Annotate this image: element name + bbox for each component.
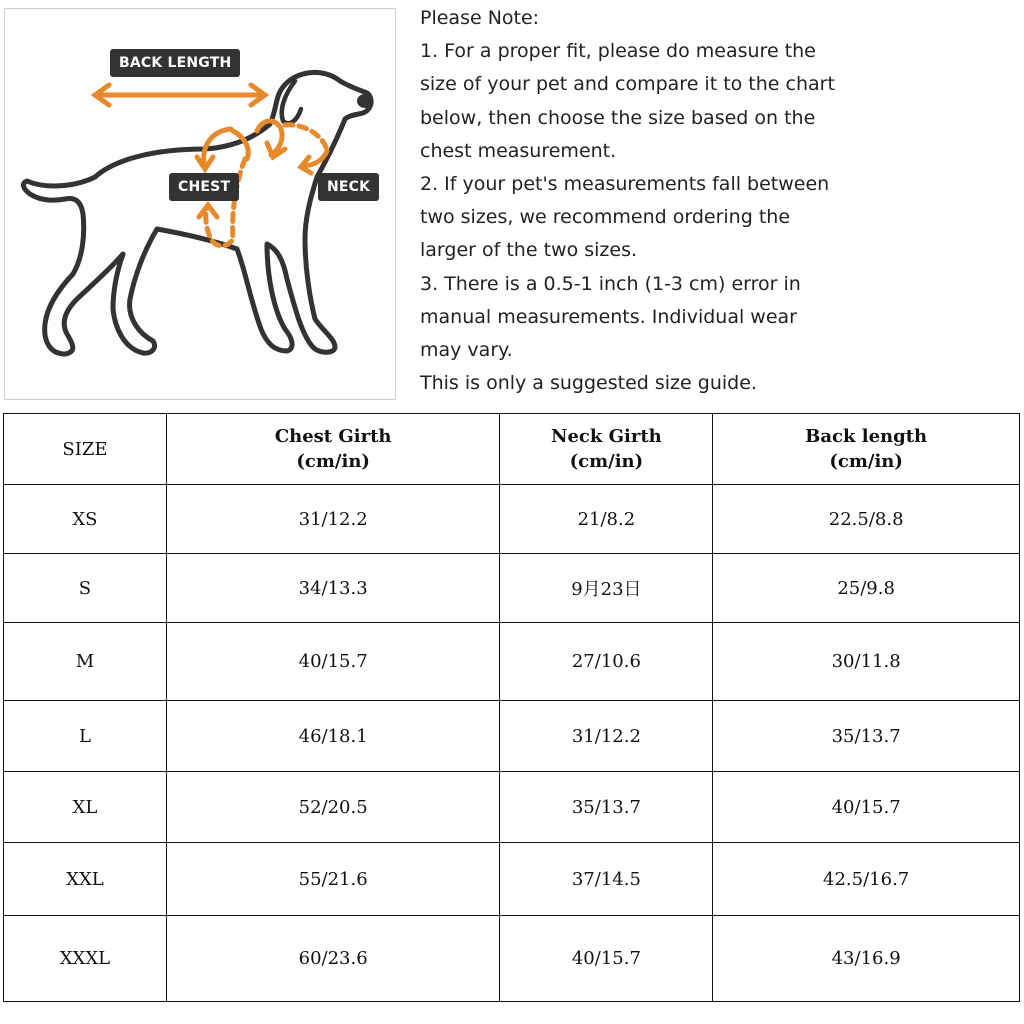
cell-size: L xyxy=(4,701,167,772)
table-row xyxy=(4,554,1020,623)
cell-size: XXXL xyxy=(4,916,167,1002)
table-row xyxy=(4,772,1020,843)
cell-neck: 27/10.6 xyxy=(500,623,713,701)
cell-size: S xyxy=(4,554,167,623)
notes-line: size of your pet and compare it to the chart xyxy=(420,73,835,96)
cell-chest: 34/13.3 xyxy=(166,554,500,623)
neck-label: NECK xyxy=(318,173,379,201)
cell-back: 42.5/16.7 xyxy=(713,843,1020,916)
notes-line: manual measurements. Individual wear xyxy=(420,305,797,328)
table-row xyxy=(4,485,1020,554)
header-size: SIZE xyxy=(4,414,167,485)
notes-heading: Please Note: xyxy=(420,7,540,29)
cell-neck: 21/8.2 xyxy=(500,485,713,554)
header-back-length: Back length (cm/in) xyxy=(713,414,1020,485)
size-notes xyxy=(420,2,1020,400)
back-length-label: BACK LENGTH xyxy=(110,49,240,77)
measurement-diagram xyxy=(4,8,396,400)
notes-line: larger of the two sizes. xyxy=(420,239,638,262)
cell-size: XXL xyxy=(4,843,167,916)
notes-line: below, then choose the size based on the xyxy=(420,106,816,129)
cell-chest: 31/12.2 xyxy=(166,485,500,554)
size-chart-table xyxy=(3,413,1020,1002)
back-length-arrow xyxy=(95,85,265,105)
notes-line: chest measurement. xyxy=(420,139,617,162)
cell-size: XS xyxy=(4,485,167,554)
cell-size: M xyxy=(4,623,167,701)
cell-back: 35/13.7 xyxy=(713,701,1020,772)
cell-neck: 35/13.7 xyxy=(500,772,713,843)
cell-neck: 40/15.7 xyxy=(500,916,713,1002)
cell-chest: 55/21.6 xyxy=(166,843,500,916)
cell-chest: 52/20.5 xyxy=(166,772,500,843)
cell-back: 22.5/8.8 xyxy=(713,485,1020,554)
dog-body-outline xyxy=(23,72,371,354)
notes-line: two sizes, we recommend ordering the xyxy=(420,206,791,229)
header-neck-girth: Neck Girth (cm/in) xyxy=(500,414,713,485)
notes-line: 1. For a proper fit, please do measure the xyxy=(420,40,816,63)
cell-neck: 31/12.2 xyxy=(500,701,713,772)
notes-line: 3. There is a 0.5-1 inch (1-3 cm) error in xyxy=(420,272,801,295)
notes-line: This is only a suggested size guide. xyxy=(420,372,757,395)
cell-neck: 9月23日 xyxy=(500,554,713,623)
table-row xyxy=(4,623,1020,701)
chest-label: CHEST xyxy=(169,173,239,201)
dog-nose xyxy=(357,94,373,108)
header-chest-girth: Chest Girth (cm/in) xyxy=(166,414,500,485)
notes-line: 2. If your pet's measurements fall between xyxy=(420,173,830,196)
cell-back: 25/9.8 xyxy=(713,554,1020,623)
cell-chest: 46/18.1 xyxy=(166,701,500,772)
cell-back: 43/16.9 xyxy=(713,916,1020,1002)
table-row xyxy=(4,701,1020,772)
table-row xyxy=(4,843,1020,916)
cell-back: 40/15.7 xyxy=(713,772,1020,843)
notes-line: may vary. xyxy=(420,339,513,362)
cell-chest: 40/15.7 xyxy=(166,623,500,701)
cell-neck: 37/14.5 xyxy=(500,843,713,916)
cell-back: 30/11.8 xyxy=(713,623,1020,701)
cell-chest: 60/23.6 xyxy=(166,916,500,1002)
table-row xyxy=(4,916,1020,1002)
table-header-row xyxy=(4,414,1020,485)
cell-size: XL xyxy=(4,772,167,843)
